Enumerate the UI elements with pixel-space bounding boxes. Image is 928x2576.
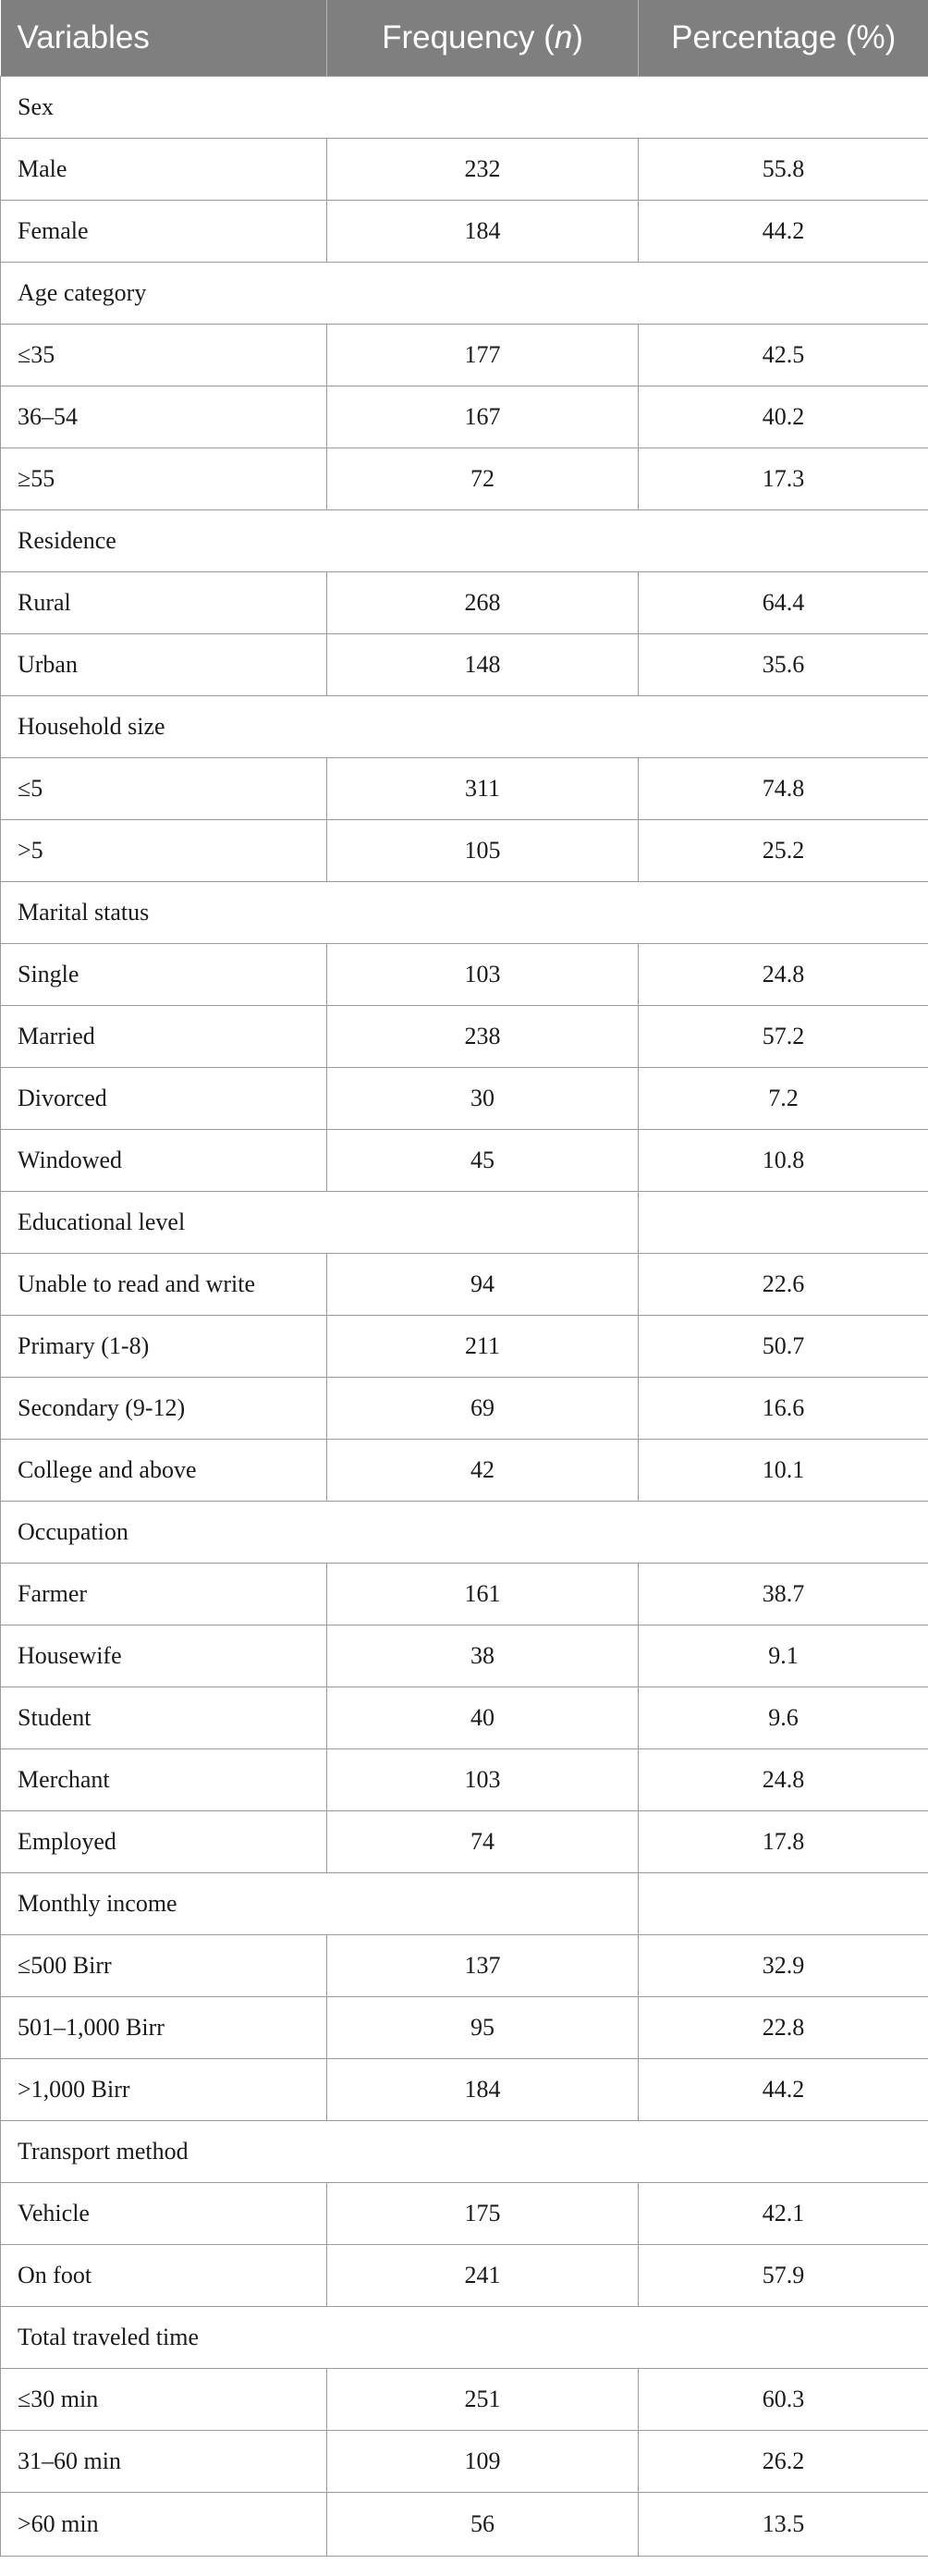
table-row [1,2245,928,2307]
table-row [1,1254,928,1316]
category-row [1,77,928,139]
row-label: Secondary (9-12) [1,1378,327,1440]
row-frequency: 69 [327,1378,639,1440]
table-row [1,201,928,263]
table-row [1,448,928,510]
row-frequency: 184 [327,2059,639,2121]
table-row [1,1378,928,1440]
row-frequency: 184 [327,201,639,263]
table-header [1,0,928,77]
table-row [1,2431,928,2493]
row-label: Farmer [1,1564,327,1625]
row-frequency: 177 [327,325,639,386]
table-row [1,1006,928,1068]
row-percentage: 44.2 [639,201,928,263]
category-label: Sex [1,77,928,139]
table-row [1,1440,928,1502]
row-label: College and above [1,1440,327,1502]
row-label: Merchant [1,1749,327,1811]
row-percentage: 57.2 [639,1006,928,1068]
category-row [1,696,928,758]
row-frequency: 105 [327,820,639,882]
row-label: Housewife [1,1625,327,1687]
table-row [1,820,928,882]
row-percentage: 55.8 [639,139,928,201]
row-label: Single [1,944,327,1006]
row-frequency: 137 [327,1935,639,1997]
table-row [1,1811,928,1873]
row-frequency: 56 [327,2493,639,2557]
table-row [1,386,928,448]
row-percentage: 17.8 [639,1811,928,1873]
row-label: 36–54 [1,386,327,448]
row-frequency: 103 [327,944,639,1006]
category-label: Total traveled time [1,2307,928,2369]
header-frequency-suffix: ) [572,19,583,55]
row-label: ≤30 min [1,2369,327,2431]
row-label: Female [1,201,327,263]
header-row [1,0,928,77]
table-row [1,2369,928,2431]
table-row [1,139,928,201]
row-label: Divorced [1,1068,327,1130]
row-label: Primary (1-8) [1,1316,327,1378]
row-label: >1,000 Birr [1,2059,327,2121]
row-percentage: 64.4 [639,572,928,634]
header-frequency-n: n [554,19,573,55]
row-frequency: 30 [327,1068,639,1130]
table-row [1,2493,928,2557]
category-label: Monthly income [1,1873,639,1935]
category-row [1,1502,928,1564]
row-label: ≤35 [1,325,327,386]
row-label: Vehicle [1,2183,327,2245]
row-frequency: 232 [327,139,639,201]
row-percentage: 50.7 [639,1316,928,1378]
table-row [1,1316,928,1378]
table-row [1,1997,928,2059]
row-label: ≤5 [1,758,327,820]
row-percentage: 7.2 [639,1068,928,1130]
table-row [1,1564,928,1625]
table-row [1,2059,928,2121]
row-percentage: 32.9 [639,1935,928,1997]
category-empty-cell [639,1192,928,1254]
row-label: Windowed [1,1130,327,1192]
category-label: Residence [1,510,928,572]
category-row [1,882,928,944]
category-label: Household size [1,696,928,758]
category-label: Occupation [1,1502,928,1564]
row-percentage: 24.8 [639,944,928,1006]
row-frequency: 72 [327,448,639,510]
table-row [1,2183,928,2245]
row-label: 31–60 min [1,2431,327,2493]
row-percentage: 9.6 [639,1687,928,1749]
row-label: 501–1,000 Birr [1,1997,327,2059]
category-label: Marital status [1,882,928,944]
category-row [1,510,928,572]
header-frequency-prefix: Frequency ( [382,19,555,55]
row-percentage: 10.8 [639,1130,928,1192]
row-frequency: 241 [327,2245,639,2307]
table-row [1,325,928,386]
row-percentage: 38.7 [639,1564,928,1625]
table-row [1,1749,928,1811]
row-percentage: 40.2 [639,386,928,448]
row-frequency: 175 [327,2183,639,2245]
row-frequency: 251 [327,2369,639,2431]
row-label: Married [1,1006,327,1068]
table-row [1,1935,928,1997]
table-row [1,758,928,820]
row-percentage: 22.6 [639,1254,928,1316]
table-row [1,1625,928,1687]
row-label: Student [1,1687,327,1749]
category-row [1,1873,928,1935]
row-frequency: 167 [327,386,639,448]
row-label: Male [1,139,327,201]
row-label: ≥55 [1,448,327,510]
category-row [1,2121,928,2183]
row-frequency: 268 [327,572,639,634]
category-label: Transport method [1,2121,928,2183]
category-row [1,263,928,325]
row-frequency: 103 [327,1749,639,1811]
row-percentage: 25.2 [639,820,928,882]
row-frequency: 45 [327,1130,639,1192]
table-row [1,944,928,1006]
row-frequency: 148 [327,634,639,696]
row-frequency: 94 [327,1254,639,1316]
row-percentage: 26.2 [639,2431,928,2493]
header-percentage: Percentage (%) [639,0,928,77]
header-variables: Variables [1,0,327,77]
row-label: >5 [1,820,327,882]
row-percentage: 44.2 [639,2059,928,2121]
row-percentage: 24.8 [639,1749,928,1811]
row-percentage: 74.8 [639,758,928,820]
row-percentage: 22.8 [639,1997,928,2059]
row-label: >60 min [1,2493,327,2557]
header-frequency [327,0,639,77]
row-percentage: 60.3 [639,2369,928,2431]
row-percentage: 57.9 [639,2245,928,2307]
row-percentage: 35.6 [639,634,928,696]
row-frequency: 238 [327,1006,639,1068]
table-row [1,572,928,634]
category-row [1,1192,928,1254]
row-label: ≤500 Birr [1,1935,327,1997]
table-row [1,1687,928,1749]
row-label: Unable to read and write [1,1254,327,1316]
row-frequency: 40 [327,1687,639,1749]
row-label: Employed [1,1811,327,1873]
row-frequency: 161 [327,1564,639,1625]
category-label: Educational level [1,1192,639,1254]
row-percentage: 42.1 [639,2183,928,2245]
row-label: On foot [1,2245,327,2307]
row-frequency: 311 [327,758,639,820]
table-row [1,1130,928,1192]
row-frequency: 109 [327,2431,639,2493]
table-row [1,1068,928,1130]
row-frequency: 42 [327,1440,639,1502]
row-percentage: 13.5 [639,2493,928,2557]
row-percentage: 42.5 [639,325,928,386]
row-percentage: 17.3 [639,448,928,510]
row-frequency: 74 [327,1811,639,1873]
row-frequency: 211 [327,1316,639,1378]
row-percentage: 9.1 [639,1625,928,1687]
category-row [1,2307,928,2369]
category-label: Age category [1,263,928,325]
row-label: Rural [1,572,327,634]
category-empty-cell [639,1873,928,1935]
table-row [1,634,928,696]
row-frequency: 38 [327,1625,639,1687]
row-percentage: 10.1 [639,1440,928,1502]
table-body [1,77,928,2557]
row-label: Urban [1,634,327,696]
row-frequency: 95 [327,1997,639,2059]
row-percentage: 16.6 [639,1378,928,1440]
